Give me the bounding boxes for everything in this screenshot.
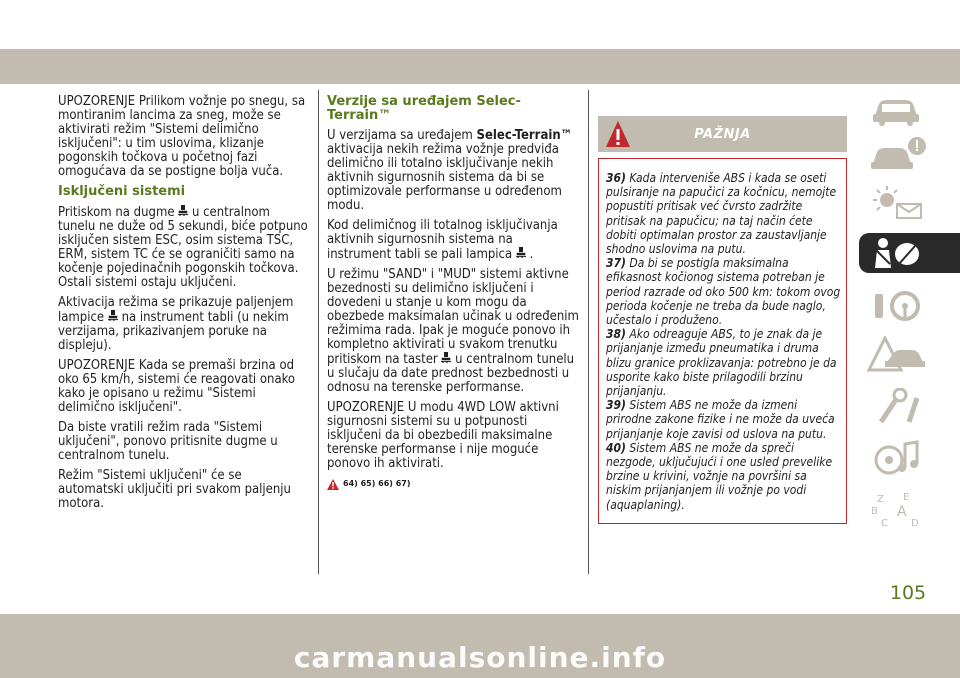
paragraph-speed: UPOZORENJE Kada se premaši brzina od oko 65 km/h, sistemi će reagovati onako kako je opisano u režimu "Sistemi delimično isključeni". xyxy=(58,358,296,415)
tab-seatbelt-airbag[interactable] xyxy=(859,233,960,273)
warning-triangle-icon xyxy=(327,479,339,490)
heading-disabled-systems: Isključeni sistemi xyxy=(58,184,186,199)
svg-text:D: D xyxy=(911,518,919,529)
warning-item: 38) Ako odreaguje ABS, to je znak da je prijanjanje između pneumatika i druma blizu granice proklizavanja: potrebno je da usporite kako biste prilagodili brzinu prijanjanju. xyxy=(606,327,837,399)
svg-text:Z: Z xyxy=(877,494,884,505)
warning-item: 36) Kada interveniše ABS i kada se oseti pulsiranje na papučici za kočnicu, nemojte popustiti pritisak već čvrsto zadržite pritisak na papučicu; na taj način ćete dobiti optimalan prostor za zaustavljanje shodno uslovima na putu. xyxy=(606,171,837,257)
tab-car-warning[interactable] xyxy=(859,135,960,175)
tab-lights-mail[interactable] xyxy=(859,183,960,223)
car-info-icon xyxy=(867,90,927,128)
tab-media[interactable] xyxy=(859,437,960,477)
tab-index[interactable] xyxy=(859,489,960,529)
warning-box-header xyxy=(598,116,847,152)
page-number: 105 xyxy=(889,582,927,604)
svg-text:B: B xyxy=(871,506,878,517)
warning-box-title: PAŽNJA xyxy=(694,127,751,142)
paragraph-button: Pritiskom na dugme u centralnom tunelu ne duže od 5 sekundi, biće potpuno isključen sistem ESC, osim sistema TSC, ERM, sistem TC će se ograničiti samo na kočenje pojedinačnih pogonskih točkova. Ostali sistemi ostaju uključeni. xyxy=(58,205,308,290)
tab-maintenance[interactable] xyxy=(859,285,960,325)
paragraph-4wd-low: UPOZORENJE U modu 4WD LOW aktivni sigurnosni sistemi su u potpunosti isključeni da bi obezbedili maksimalne terenske performanse i nije moguće ponovo ih aktivirati. xyxy=(327,400,559,471)
paragraph-partial: Kod delimičnog ili totalnog isključivanja aktivnih sigurnosnih sistema na instrument tabli se pali lampica . xyxy=(327,218,558,262)
heading-selec-terrain: Verzije sa uređajem Selec-Terrain™ xyxy=(327,94,521,123)
esc-off-icon xyxy=(441,352,451,364)
esc-off-icon xyxy=(516,247,526,259)
warning-item: 40) Sistem ABS ne može da spreči nezgode, uključujući i one usled prevelike brzine u krivini, vožnje na površini sa niskim prijanjanjem ili vožnje po vodi (aquaplaning). xyxy=(606,440,833,512)
watermark: carmanualsonline.info xyxy=(293,641,667,674)
tab-car-info[interactable] xyxy=(859,89,960,129)
index-icon xyxy=(867,490,927,530)
paragraph-restore: Da biste vratili režim rada "Sistemi uključeni", ponovo pritisnite dugme u centralnom tunelu. xyxy=(58,420,278,463)
warning-box xyxy=(598,116,847,522)
paragraph-snow: UPOZORENJE Prilikom vožnje po snegu, sa montiranim lancima za sneg, može se aktivirati režim "Sistemi delimično isključeni": u tim uslovima, klizanje pogonskih točkova u početnoj fazi omogućava da se postigne bolja vuča. xyxy=(58,94,306,179)
top-header xyxy=(0,0,960,84)
svg-text:E: E xyxy=(903,492,910,503)
warning-box-body xyxy=(598,158,847,524)
paragraph-lamp: Aktivacija režima se prikazuje paljenjem lampice na instrument tabli (u nekim verzijama, prikazivanjem poruke na displeju). xyxy=(58,295,294,353)
tab-tools[interactable] xyxy=(859,387,960,427)
warning-item: 39) Sistem ABS ne može da izmeni prirodne zakone fizike i ne može da uveća prijanjanje koje zavisi od uslova na putu. xyxy=(606,398,835,441)
svg-text:A: A xyxy=(897,504,907,520)
maintenance-icon xyxy=(867,286,927,324)
column-divider xyxy=(588,90,589,574)
lights-mail-icon xyxy=(867,184,927,222)
esc-off-icon xyxy=(178,205,188,217)
warning-references: 64) 65) 66) 67) xyxy=(327,477,579,491)
column-left xyxy=(58,95,310,517)
top-band xyxy=(0,49,960,84)
svg-text:C: C xyxy=(881,518,888,529)
column-middle xyxy=(327,95,579,491)
esc-off-icon xyxy=(108,310,118,322)
warning-item: 37) Da bi se postigla maksimalna efikasnost kočionog sistema potreban je period razrade od oko 500 km: tokom ovog perioda kočenje ne treba da bude naglo, učestalo i produženo. xyxy=(606,256,841,328)
seatbelt-airbag-icon xyxy=(867,234,927,272)
paragraph-sand-mud: U režimu "SAND" i "MUD" sistemi aktivne bezednosti su delimično isključeni i dovedeni u stanje u kom mogu da obezbede maksimalan učinak u određenim režimima rada. Ipak je moguće ponovo ih kompletno aktivirati u svakom trenutku pritiskom na taster u centralnom tunelu u slučaju da date prednost bezbednosti u odnosu na terenske performanse. xyxy=(327,267,579,395)
column-divider xyxy=(318,90,319,574)
paragraph-auto: Režim "Sistemi uključeni" će se automatski uključiti pri svakom paljenju motora. xyxy=(58,468,291,511)
media-icon xyxy=(867,438,927,476)
tab-warning-road[interactable] xyxy=(859,335,960,375)
tools-icon xyxy=(867,388,927,426)
warning-road-icon xyxy=(867,336,927,374)
paragraph-versions: U verzijama sa uređajem Selec-Terrain™ aktivacija nekih režima vožnje predviđa delimično ili totalno isključivanje nekih aktivnih sigurnosnih sistema da bi se optimizovale performanse u određenom modu. xyxy=(327,128,573,213)
car-warning-icon xyxy=(867,136,927,174)
